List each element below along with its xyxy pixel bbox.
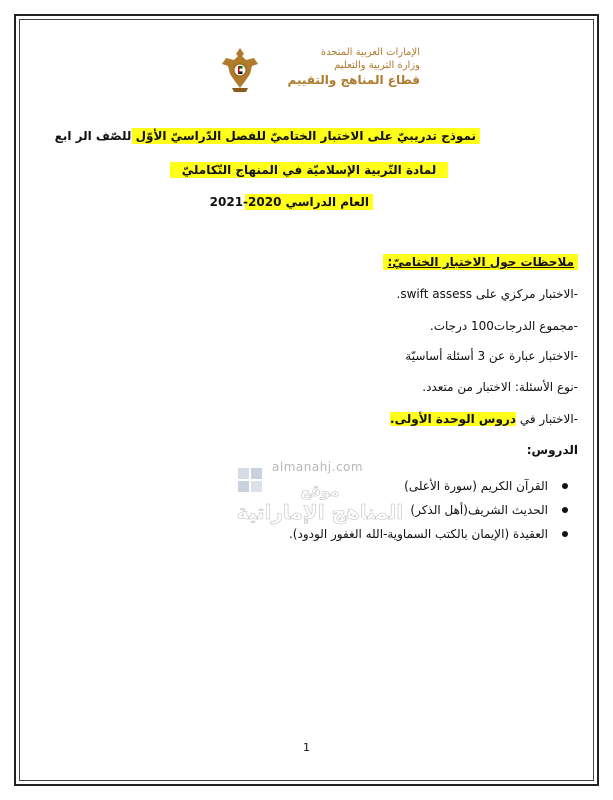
note-item: -نوع الأسئلة: الاختبار من متعدد. (422, 380, 578, 394)
bullet-icon (562, 507, 568, 513)
watermark-text (230, 482, 410, 524)
document-title-line1: نموذج تدريبيّ على الاختبار الختاميّ للفصل الدّراسيّ الأوّل للصّف الر ابع (132, 128, 480, 144)
ministry-name (288, 46, 420, 89)
document-title-line2: لمادة التّربية الإسلاميّة في المنهاج التّكامليّ (170, 162, 448, 178)
uae-eagle-emblem-icon (220, 44, 260, 94)
lesson-label: القرآن الكريم (سورة الأعلى) (404, 479, 548, 493)
ministry-header (220, 44, 420, 110)
academic-year: العام الدراسي 2020-2021 (245, 194, 373, 210)
note-unit-highlight: دروس الوحدة الأولى. (390, 412, 516, 426)
note-item-unit (390, 412, 578, 426)
lesson-label: الحديث الشريف(أهل الذكر) (410, 503, 548, 517)
page-number: 1 (303, 741, 310, 754)
watermark-line2: المناهج الإماراتية (236, 500, 404, 524)
note-item: -مجموع الدرجات100 درجات. (429, 319, 578, 333)
lesson-label: العقيدة (الإيمان بالكتب السماوية-الله الغفور الودود). (288, 527, 548, 541)
org-line-sector: قطاع المناهج والتقييم (287, 73, 420, 87)
notes-heading: ملاحظات حول الاختبار الختاميّ: (383, 254, 578, 270)
lessons-heading: الدروس: (526, 443, 578, 457)
note-item: -الاختبار عبارة عن 3 أسئلة أساسيّة (405, 349, 578, 363)
org-line-country: الإمارات العربية المتحدة (320, 47, 420, 58)
note-unit-prefix: -الاختبار في (516, 412, 578, 426)
list-item (289, 522, 568, 546)
note-item: -الاختبار مركزي على swift assess. (396, 287, 578, 301)
bullet-icon (562, 531, 568, 537)
watermark-site: almanahj.com (272, 460, 364, 474)
watermark-line1: موقع (300, 482, 340, 500)
org-line-ministry: وزارة التربية والتعليم (334, 60, 420, 71)
bullet-icon (562, 483, 568, 489)
